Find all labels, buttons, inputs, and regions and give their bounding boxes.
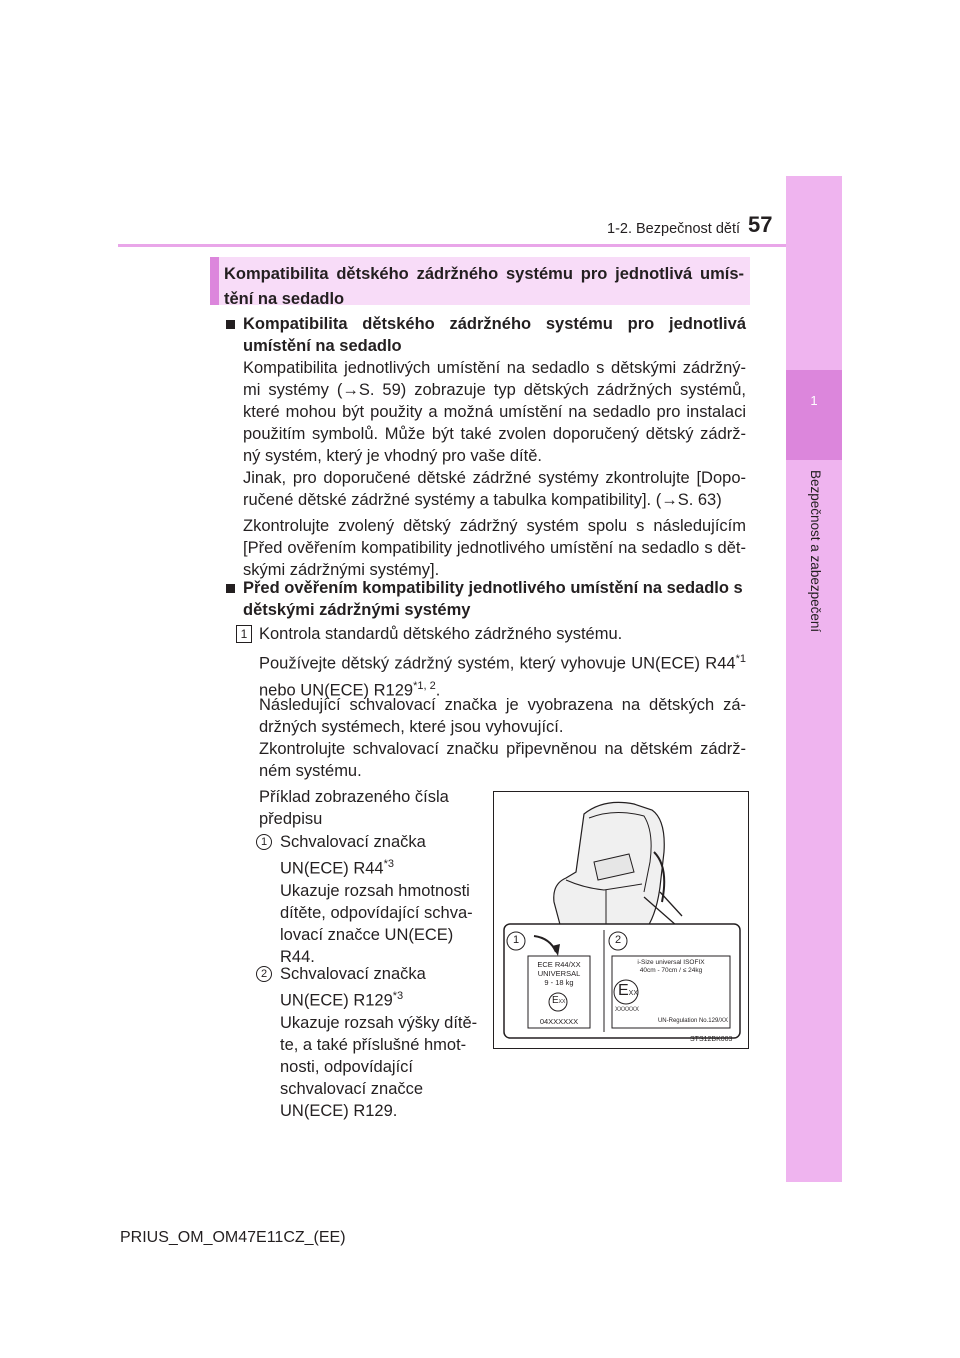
callout-2: 2 xyxy=(614,934,622,946)
item2-title: Schvalovací značka UN(ECE) R129 xyxy=(280,965,426,1010)
r44-standard: ECE R44/XX xyxy=(537,960,581,969)
step-number-box: 1 xyxy=(236,625,252,643)
bullet-square xyxy=(226,320,235,329)
item1-text xyxy=(280,831,480,968)
r44-category: UNIVERSAL xyxy=(537,969,581,978)
block1-paragraph3: Zkontrolujte zvolený dětský zádržný systém spolu s následujícím [Před ověřením kompatibility jednotlivého umístění na sedadlo s dět- skými zádržnými systémy]. xyxy=(243,517,746,579)
r129-regulation: UN-Regulation No.129/XX xyxy=(657,1018,728,1024)
block2-title: Před ověřením kompatibility jednotlivého umístění na sedadlo s dětskými zádržnými systémy xyxy=(243,579,743,619)
r44-weight-range: 9 - 18 kg xyxy=(544,978,574,987)
block1-p1-b: S. 59) zobrazuje typ dětských zádržných systémů, které mohou být použity a možná umístění na sedadlo pro instalaci použitím symbolů. Může být také zvolen doporučený dětský zádrž- ný systém, který je vhodný pro vaše dítě. xyxy=(243,381,746,465)
block2-paragraph3: Zkontrolujte schvalovací značku připevněnou na dětském zádrž- ném systému. xyxy=(259,740,746,780)
item-number-circle: 1 xyxy=(256,834,272,850)
r129-label-text xyxy=(614,959,728,975)
r129-size-range: 40cm - 70cm / ≤ 24kg xyxy=(639,967,703,974)
callout-1: 1 xyxy=(512,934,520,946)
example-label: Příklad zobrazeného čísla předpisu xyxy=(259,788,449,828)
document-code: PRIUS_OM_OM47E11CZ_(EE) xyxy=(120,1229,346,1246)
child-seat-figure xyxy=(493,791,749,1049)
item2-text xyxy=(280,963,480,1122)
block1-p1-a: Kompatibilita jednotlivých umístění na sedadlo s dětskými zádržný- mi systémy ( xyxy=(243,359,746,399)
e-mark-country: XX xyxy=(558,999,566,1005)
r44-e-mark xyxy=(552,995,565,1006)
r129-approval-code: XXXXXX xyxy=(615,1007,640,1013)
chapter-tab xyxy=(786,176,842,1182)
step-text: Kontrola standardů dětského zádržného systému. xyxy=(259,625,623,643)
item-number-circle: 2 xyxy=(256,966,272,982)
chapter-title: Bezpečnost a zabezpečení xyxy=(808,470,823,633)
r44-label-text xyxy=(528,960,590,987)
section-title: 1-2. Bezpečnost dětí xyxy=(607,221,740,237)
p1-text-b: nebo UN(ECE) R129 xyxy=(259,681,414,699)
footnote-ref: *3 xyxy=(392,990,404,1002)
r129-e-mark xyxy=(618,982,638,1000)
block1-p2-a: Jinak, pro doporučené dětské zádržné systémy zkontrolujte [Dopo- ručené dětské zádržné systémy a tabulka kompatibility]. ( xyxy=(243,469,746,509)
figure-code: STS12BK003 xyxy=(690,1036,733,1043)
arrow-symbol: → xyxy=(342,381,359,399)
block1-paragraph2 xyxy=(243,467,746,511)
e-mark-letter: E xyxy=(552,995,559,1006)
page-number: 57 xyxy=(748,212,773,237)
e-mark-country: XX xyxy=(628,990,639,997)
block2-paragraph2: Následující schvalovací značka je vyobrazena na dětských zá- držných systémech, které jsou vyhovující. xyxy=(259,696,746,736)
chapter-number: 1 xyxy=(810,393,818,408)
footnote-ref: *1, 2 xyxy=(413,679,436,692)
r44-approval-code: 04XXXXXX xyxy=(539,1017,579,1026)
block1-p2-b: S. 63) xyxy=(677,491,722,509)
heading-box-text: Kompatibilita dětského zádržného systému pro jednotlivá umís- tění na sedadlo xyxy=(224,265,744,308)
p1-text-a: Používejte dětský zádržný systém, který vyhovuje UN(ECE) R44 xyxy=(259,654,736,673)
chapter-tab-highlight xyxy=(786,370,842,460)
item1-description: Ukazuje rozsah hmotnosti dítěte, odpovídající schva- lovací značce UN(ECE) R44. xyxy=(280,881,473,966)
footnote-ref: *1 xyxy=(735,653,746,665)
footnote-ref: *3 xyxy=(383,858,395,870)
r129-category: i-Size universal ISOFIX xyxy=(637,959,705,966)
item2-description: Ukazuje rozsah výšky dítě- te, a také příslušné hmot- nosti, odpovídající schvalovací značce UN(ECE) R129. xyxy=(280,1013,478,1120)
arrow-symbol: → xyxy=(661,491,678,509)
block1-paragraph1 xyxy=(243,357,746,467)
item1-title: Schvalovací značka UN(ECE) R44 xyxy=(280,833,426,878)
p1-text-c: . xyxy=(435,681,441,699)
header-divider xyxy=(118,244,786,247)
block1-title: Kompatibilita dětského zádržného systému pro jednotlivá umístění na sedadlo xyxy=(243,315,746,355)
e-mark-letter: E xyxy=(618,982,629,999)
bullet-square xyxy=(226,584,235,593)
